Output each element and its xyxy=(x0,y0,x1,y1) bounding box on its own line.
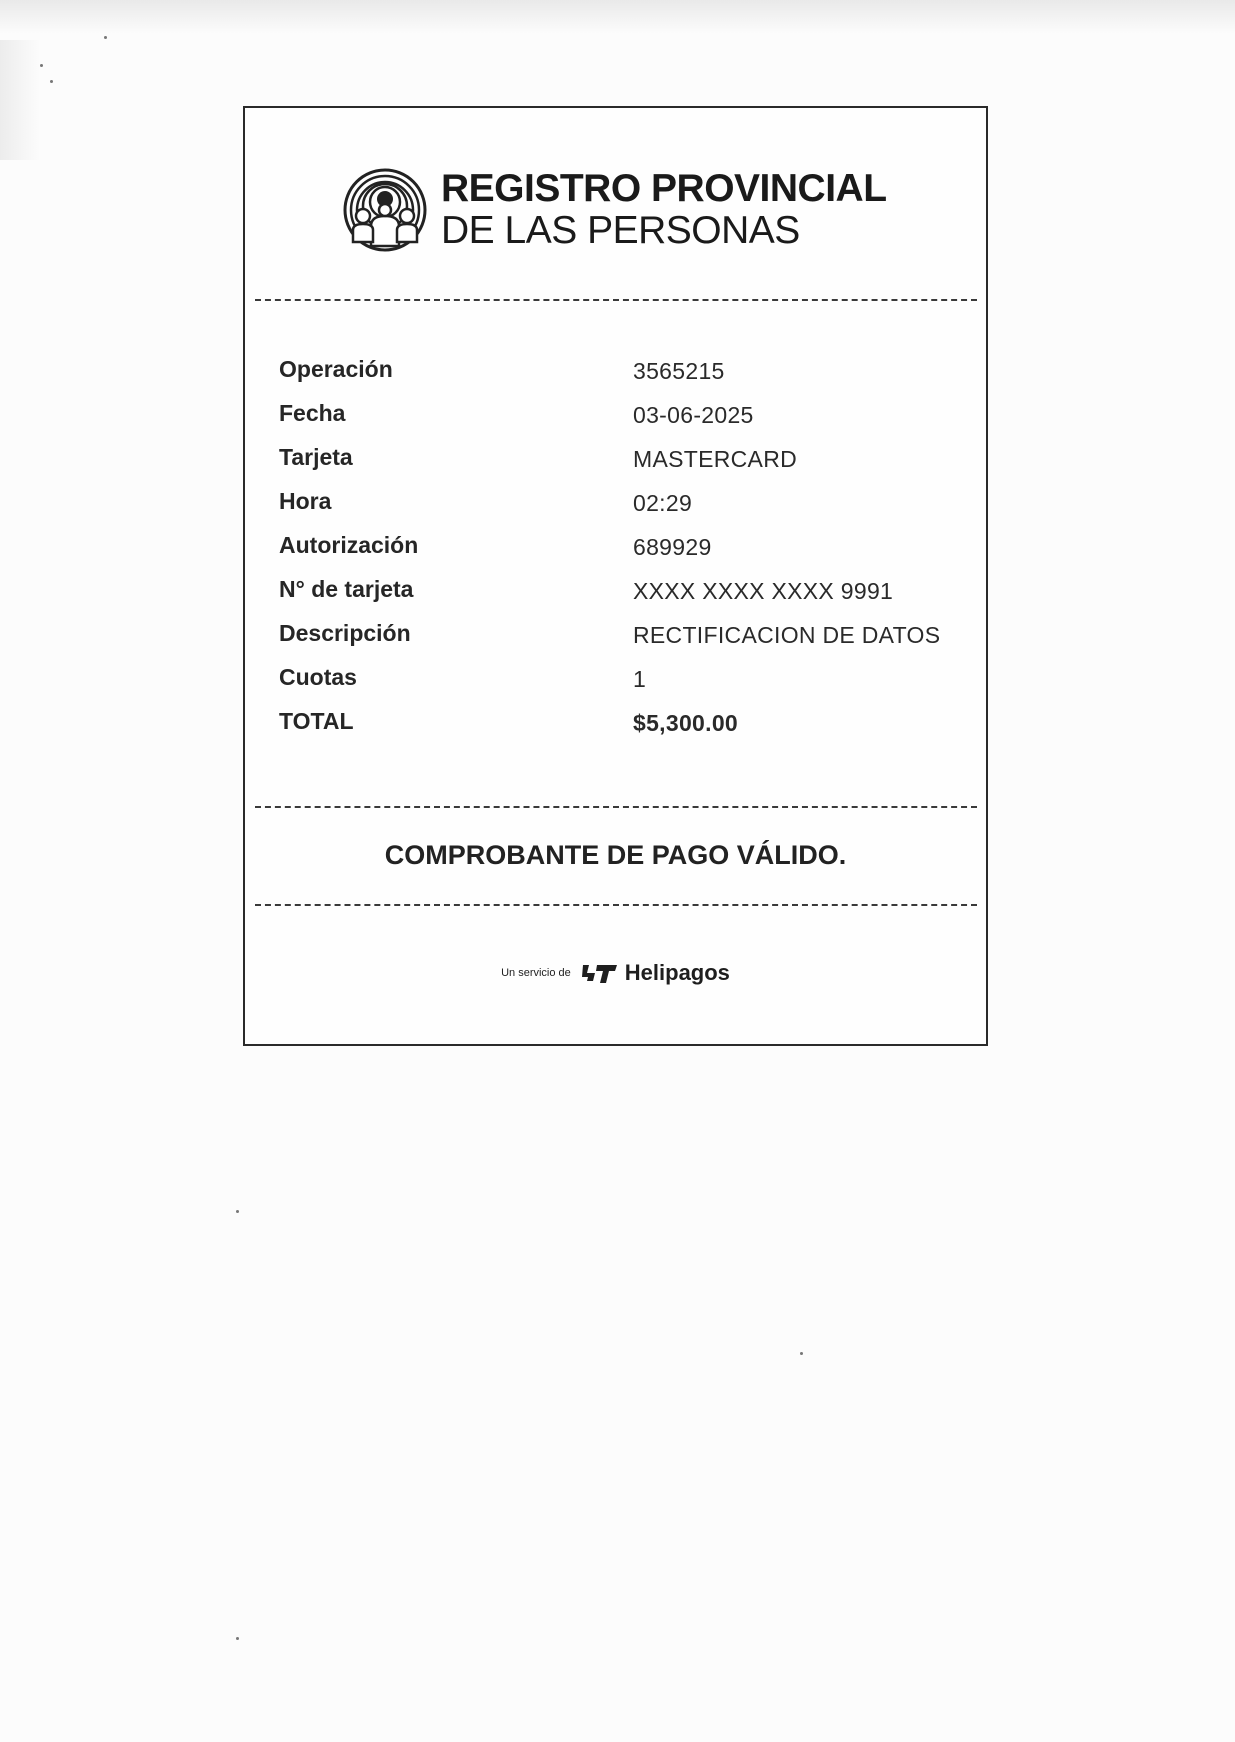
dashed-divider-top xyxy=(255,299,977,301)
detail-row-cuotas xyxy=(279,664,959,708)
detail-value: RECTIFICACION DE DATOS xyxy=(633,622,941,648)
detail-row-hora xyxy=(279,488,959,532)
detail-value: 02:29 xyxy=(633,490,693,516)
detail-value: 1 xyxy=(633,666,647,692)
detail-row-total xyxy=(279,708,959,752)
service-prefix: Un servicio de xyxy=(501,967,571,979)
scan-speck xyxy=(800,1352,803,1355)
receipt-header xyxy=(341,166,887,254)
detail-label: Autorización xyxy=(279,532,419,558)
detail-row-descripcion xyxy=(279,620,959,664)
detail-value: 689929 xyxy=(633,534,712,560)
detail-label: N° de tarjeta xyxy=(279,576,414,602)
scan-speck xyxy=(236,1637,239,1640)
scan-speck xyxy=(236,1210,239,1213)
detail-row-fecha xyxy=(279,400,959,444)
scan-shadow-left xyxy=(0,40,40,160)
detail-row-operacion xyxy=(279,356,959,400)
transaction-details xyxy=(279,356,959,752)
detail-label: Descripción xyxy=(279,620,411,646)
helipagos-brand: Helipagos xyxy=(624,960,730,985)
helipagos-logo-icon xyxy=(581,961,619,985)
detail-row-tarjeta xyxy=(279,444,959,488)
organization-name xyxy=(441,168,887,252)
detail-label: Fecha xyxy=(279,400,346,426)
validity-statement: COMPROBANTE DE PAGO VÁLIDO. xyxy=(384,840,847,870)
total-amount: $5,300.00 xyxy=(633,710,739,736)
organization-name-line2: DE LAS PERSONAS xyxy=(441,209,800,252)
scan-speck xyxy=(40,64,43,67)
detail-label: Tarjeta xyxy=(279,444,353,470)
detail-label: Hora xyxy=(279,488,332,514)
scan-shadow-top xyxy=(0,0,1235,34)
service-footer xyxy=(245,960,986,986)
scan-speck xyxy=(104,36,107,39)
detail-value: MASTERCARD xyxy=(633,446,798,472)
detail-value: 3565215 xyxy=(633,358,725,384)
dashed-divider-middle xyxy=(255,806,977,808)
detail-value: XXXX XXXX XXXX 9991 xyxy=(633,578,894,604)
detail-label: Cuotas xyxy=(279,664,357,690)
detail-row-numero-tarjeta xyxy=(279,576,959,620)
detail-value: 03-06-2025 xyxy=(633,402,754,428)
payment-receipt xyxy=(243,106,988,1046)
detail-label: TOTAL xyxy=(279,708,354,734)
people-fingerprint-icon xyxy=(341,166,429,254)
scan-speck xyxy=(50,80,53,83)
organization-name-line1: REGISTRO PROVINCIAL xyxy=(441,167,887,210)
detail-row-autorizacion xyxy=(279,532,959,576)
dashed-divider-bottom xyxy=(255,904,977,906)
detail-label: Operación xyxy=(279,356,393,382)
